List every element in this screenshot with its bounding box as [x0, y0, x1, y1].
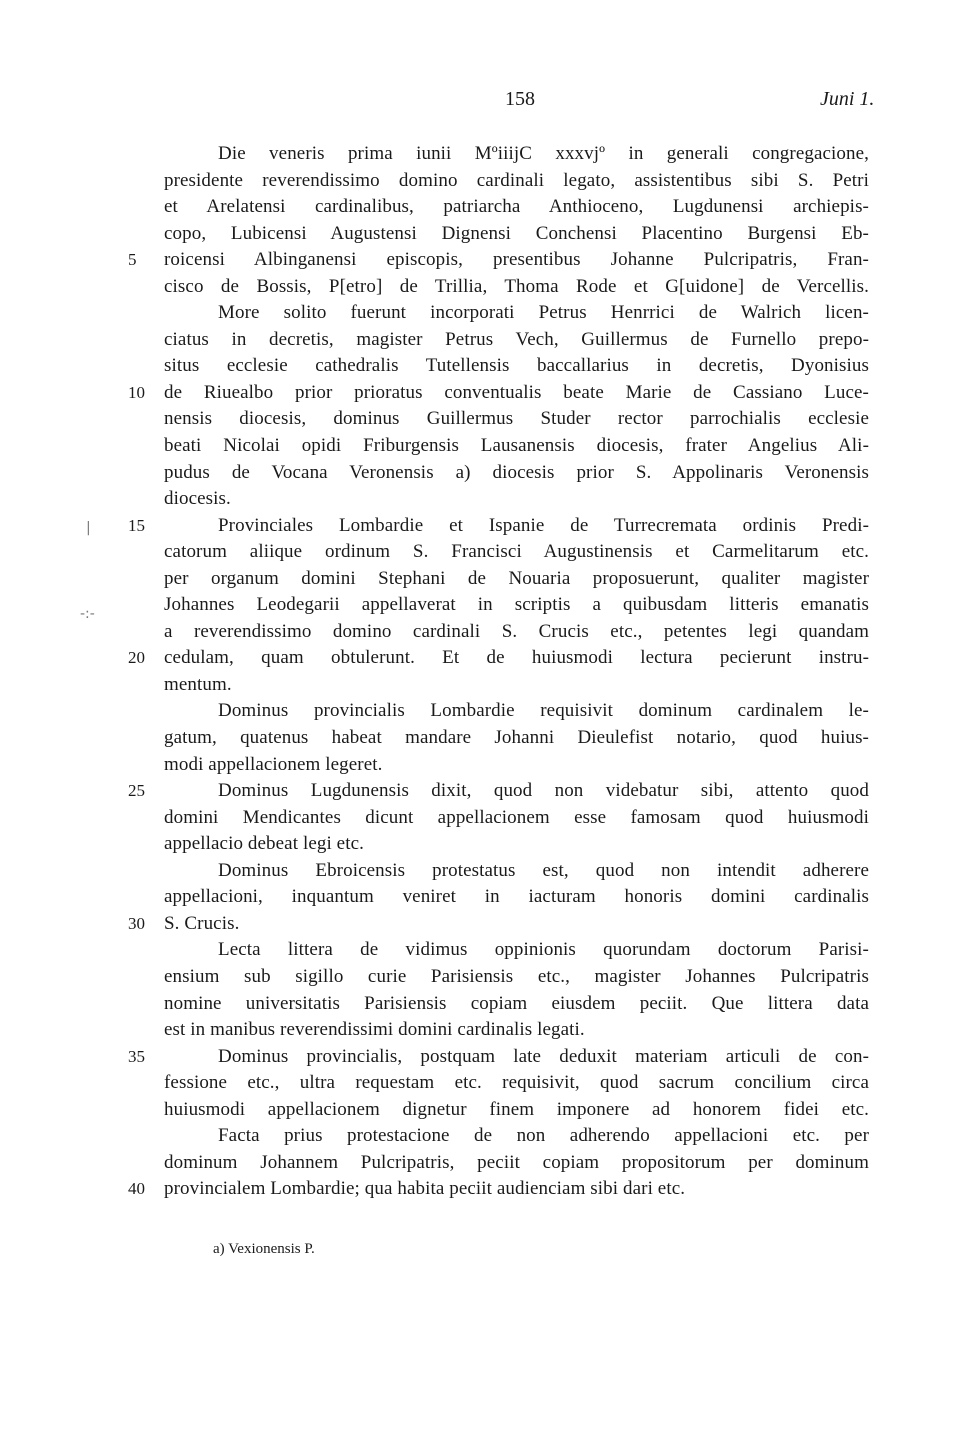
line-text: mentum. [164, 673, 232, 695]
text-line [0, 1044, 960, 1071]
margin-mark: -:- [80, 606, 95, 622]
line-text: ciatus in decretis, magister Petrus Vech, Guillermus de Furnello prepo- [164, 328, 869, 350]
running-head: Juni 1. [820, 88, 875, 110]
text-line [0, 964, 960, 991]
text-line [0, 274, 960, 301]
line-number: 25 [128, 781, 145, 801]
text-line [0, 858, 960, 885]
line-text: nomine universitatis Parisiensis copiam eiusdem peciit. Que littera data [164, 992, 869, 1014]
line-text: appellacio debeat legi etc. [164, 833, 364, 855]
line-text: Dominus provincialis Lombardie requisivit dominum cardinalem le- [218, 700, 869, 722]
text-line [0, 353, 960, 380]
line-text: per organum domini Stephani de Nouaria proposuerunt, qualiter magister [164, 567, 869, 589]
line-text: cisco de Bossis, P[etro] de Trillia, Thoma Rode et G[uidone] de Vercellis. [164, 275, 869, 297]
text-line [0, 698, 960, 725]
text-line [0, 1150, 960, 1177]
line-text: presidente reverendissimo domino cardinali legato, assistentibus sibi S. Petri [164, 169, 869, 191]
line-text: nensis diocesis, dominus Guillermus Studer rector parrochialis ecclesie [164, 408, 869, 430]
line-text: Lecta littera de vidimus oppinionis quorundam doctorum Parisi- [218, 939, 869, 961]
line-number: 35 [128, 1046, 145, 1066]
line-number: 30 [128, 913, 145, 933]
line-text: pudus de Vocana Veronensis a) diocesis prior S. Appolinaris Veronensis [164, 461, 869, 483]
text-line [0, 566, 960, 593]
line-text: beati Nicolai opidi Friburgensis Lausanensis diocesis, frater Angelius Ali- [164, 435, 869, 457]
text-line [0, 592, 960, 619]
text-line [0, 805, 960, 832]
text-line [0, 1097, 960, 1124]
text-line [0, 300, 960, 327]
line-text: S. Crucis. [164, 912, 240, 934]
text-line [0, 460, 960, 487]
text-line [0, 1123, 960, 1150]
text-line [0, 221, 960, 248]
line-text: huiusmodi appellacionem dignetur finem imponere ad honorem fidei etc. [164, 1098, 869, 1120]
text-line [0, 725, 960, 752]
text-line [0, 247, 960, 274]
body-text [0, 141, 960, 1203]
line-text: Dominus Lugdunensis dixit, quod non videbatur sibi, attento quod [218, 780, 869, 802]
line-text: More solito fuerunt incorporati Petrus Henrrici de Walrich licen- [218, 302, 869, 324]
text-line [0, 752, 960, 779]
text-line [0, 1070, 960, 1097]
line-text: gatum, quatenus habeat mandare Johanni Dieulefist notario, quod huius- [164, 727, 869, 749]
text-line [0, 672, 960, 699]
line-number: 10 [128, 382, 145, 402]
line-text: et Arelatensi cardinalibus, patriarcha Anthioceno, Lugdunensi archiepis- [164, 196, 869, 218]
line-text: dominum Johannem Pulcripatris, peciit copiam propositorum per dominum [164, 1151, 869, 1173]
text-line [0, 406, 960, 433]
line-text: roicensi Albinganensi episcopis, presentibus Johanne Pulcripatris, Fran- [164, 249, 869, 271]
line-text: Dominus provincialis, postquam late deduxit materiam articuli de con- [218, 1045, 869, 1067]
page-header [0, 88, 960, 118]
text-line [0, 194, 960, 221]
text-line [0, 1017, 960, 1044]
footnote: a) Vexionensis P. [213, 1241, 315, 1257]
line-text: copo, Lubicensi Augustensi Dignensi Conchensi Placentino Burgensi Eb- [164, 222, 869, 244]
line-text: de Riuealbo prior prioratus conventualis beate Marie de Cassiano Luce- [164, 381, 869, 403]
text-line [0, 1176, 960, 1203]
line-text: provincialem Lombardie; qua habita peciit audienciam sibi dari etc. [164, 1178, 686, 1200]
line-number: 20 [128, 648, 145, 668]
line-text: Dominus Ebroicensis protestatus est, quod non intendit adherere [218, 859, 869, 881]
text-line [0, 327, 960, 354]
line-text: appellacioni, inquantum veniret in iacturam honoris domini cardinalis [164, 886, 869, 908]
text-line [0, 433, 960, 460]
text-line [0, 937, 960, 964]
text-line [0, 645, 960, 672]
line-text: fessione etc., ultra requestam etc. requisivit, quod sacrum concilium circa [164, 1072, 869, 1094]
text-line [0, 486, 960, 513]
line-text: domini Mendicantes dicunt appellacionem esse famosam quod huiusmodi [164, 806, 869, 828]
line-text: cedulam, quam obtulerunt. Et de huiusmodi lectura pecierunt instru- [164, 647, 869, 669]
line-text: modi appellacionem legeret. [164, 753, 383, 775]
line-text: Die veneris prima iunii MºiiijC xxxvjº in generali congregacione, [218, 143, 869, 164]
text-line [0, 884, 960, 911]
line-number: 40 [128, 1179, 145, 1199]
line-text: Johannes Leodegarii appellaverat in scriptis a quibusdam litteris emanatis [164, 594, 869, 616]
text-line [0, 991, 960, 1018]
line-text: situs ecclesie cathedralis Tutellensis baccallarius in decretis, Dyonisius [164, 355, 869, 377]
line-text: Provinciales Lombardie et Ispanie de Turrecremata ordinis Predi- [218, 514, 869, 536]
margin-mark: | [86, 520, 91, 536]
text-line [0, 168, 960, 195]
line-text: est in manibus reverendissimi domini cardinalis legati. [164, 1019, 585, 1041]
line-text: ensium sub sigillo curie Parisiensis etc., magister Johannes Pulcripatris [164, 965, 869, 987]
text-line [0, 539, 960, 566]
line-text: a reverendissimo domino cardinali S. Crucis etc., petentes legi quandam [164, 620, 869, 642]
text-line [0, 513, 960, 540]
text-line [0, 778, 960, 805]
line-text: Facta prius protestacione de non adherendo appellacioni etc. per [218, 1125, 869, 1147]
text-line [0, 619, 960, 646]
line-number: 5 [128, 250, 137, 270]
line-text: diocesis. [164, 488, 231, 510]
text-line [0, 911, 960, 938]
text-line [0, 831, 960, 858]
text-line [0, 141, 960, 168]
line-number: 15 [128, 515, 145, 535]
page-number: 158 [505, 88, 535, 110]
text-line [0, 380, 960, 407]
line-text: catorum aliique ordinum S. Francisci Augustinensis et Carmelitarum etc. [164, 541, 869, 563]
